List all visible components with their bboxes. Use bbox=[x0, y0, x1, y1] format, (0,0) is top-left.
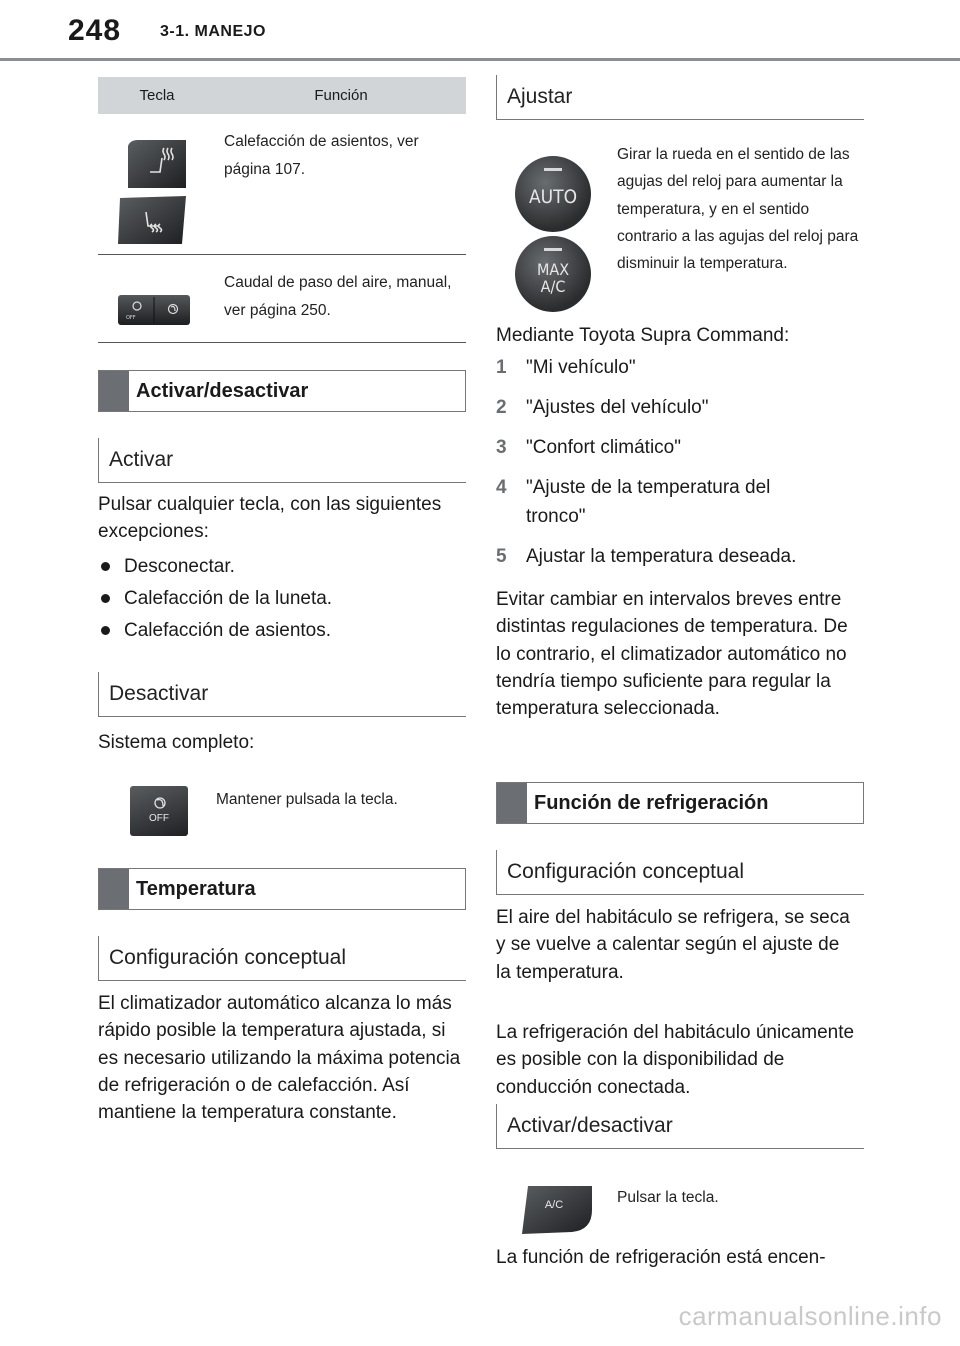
list-item: Calefacción de la luneta. bbox=[98, 585, 464, 612]
knob-instructions: Girar la rueda en el sentido de las agujas del reloj para aumentar la temperatura, y en el sentido contrario a las agujas del reloj para disminuir la temperatura. bbox=[617, 146, 859, 273]
step-item bbox=[496, 433, 836, 462]
steps-list bbox=[496, 353, 836, 571]
step-text: "Confort climático" bbox=[526, 437, 681, 458]
heading-temperatura bbox=[98, 868, 466, 910]
heading-text: Función de refrigeración bbox=[534, 791, 769, 814]
para-activar: Pulsar cualquier tecla, con las siguientes excepciones: bbox=[98, 494, 442, 543]
heading-text: Temperatura bbox=[136, 877, 256, 900]
off-key-label: OFF bbox=[149, 813, 169, 824]
max-ac-label-line2: A/C bbox=[540, 277, 566, 296]
para-refrigeracion: La refrigeración del habitáculo únicamente es posible con la disponibilidad de conducción conectada. bbox=[496, 1022, 855, 1098]
subheading-activar-desactivar: Activar/desactivar bbox=[496, 1104, 864, 1149]
auto-knob-label: AUTO bbox=[528, 186, 578, 208]
para-final: La función de refrigeración está encen- bbox=[496, 1247, 826, 1268]
subheading-activar: Activar bbox=[98, 438, 466, 483]
list-item: Desconectar. bbox=[98, 553, 464, 580]
step-text: "Ajuste de la temperatura del tronco" bbox=[526, 477, 771, 527]
table-row bbox=[98, 255, 466, 343]
note-ac: Pulsar la tecla. bbox=[617, 1189, 719, 1206]
header-rule bbox=[0, 58, 960, 61]
step-text: "Mi vehículo" bbox=[526, 357, 636, 378]
subheading-desactivar: Desactivar bbox=[98, 672, 466, 717]
intro-command: Mediante Toyota Supra Command: bbox=[496, 325, 790, 346]
max-ac-knob-icon bbox=[515, 236, 591, 312]
ac-key-label: A/C bbox=[544, 1199, 564, 1211]
table-header bbox=[98, 77, 466, 114]
heading-activar-desactivar bbox=[98, 370, 466, 412]
seat-heating-keys-icon bbox=[98, 114, 216, 254]
watermark: carmanualsonline.info bbox=[678, 1301, 942, 1331]
subheading-ajustar: Ajustar bbox=[496, 75, 864, 120]
ac-key-icon bbox=[520, 1182, 592, 1234]
step-item bbox=[496, 393, 836, 422]
step-number: 5 bbox=[496, 546, 507, 567]
table-cell-function: Caudal de paso del aire, manual, ver página 250. bbox=[224, 274, 452, 319]
subheading-configuracion-right: Configuración conceptual bbox=[496, 850, 864, 895]
step-text: "Ajustes del vehículo" bbox=[526, 397, 709, 418]
page-number: 248 bbox=[68, 14, 122, 47]
note-off: Mantener pulsada la tecla. bbox=[216, 791, 398, 808]
list-item: Calefacción de asientos. bbox=[98, 617, 464, 644]
heading-refrigeracion bbox=[496, 782, 864, 824]
fan-speed-keys-icon bbox=[98, 255, 216, 342]
subheading-configuracion: Configuración conceptual bbox=[98, 936, 466, 981]
key-function-table bbox=[98, 77, 466, 343]
exceptions-list bbox=[98, 553, 464, 644]
step-item bbox=[496, 353, 836, 382]
col-key-header: Tecla bbox=[139, 87, 175, 104]
step-number: 3 bbox=[496, 437, 507, 458]
col-function-header: Función bbox=[314, 87, 368, 104]
off-key-icon bbox=[130, 786, 188, 836]
fan-off-label: OFF bbox=[126, 315, 136, 321]
para-aire: El aire del habitáculo se refrigera, se seca y se vuelve a calentar según el ajuste de la temperatura. bbox=[496, 907, 850, 983]
step-text: Ajustar la temperatura deseada. bbox=[526, 546, 797, 567]
step-number: 2 bbox=[496, 397, 507, 418]
table-row bbox=[98, 114, 466, 255]
step-number: 4 bbox=[496, 477, 507, 498]
para-config: El climatizador automático alcanza lo más rápido posible la temperatura ajustada, si es necesario utilizando la máxima potencia de refrigeración o de calefacción. Así mantiene la temperatura constante. bbox=[98, 993, 461, 1124]
step-item bbox=[496, 542, 836, 571]
section-title: 3-1. MANEJO bbox=[160, 23, 266, 40]
para-sistema: Sistema completo: bbox=[98, 732, 255, 753]
step-item bbox=[496, 473, 836, 531]
auto-knob-icon bbox=[515, 156, 591, 232]
table-cell-function: Calefacción de asientos, ver página 107. bbox=[224, 133, 419, 178]
heading-text: Activar/desactivar bbox=[136, 379, 309, 402]
para-evitar: Evitar cambiar en intervalos breves entre distintas regulaciones de temperatura. De lo contrario, el climatizador automático no tendría tiempo suficiente para regular la temperatura seleccionada. bbox=[496, 589, 848, 720]
step-number: 1 bbox=[496, 357, 507, 378]
max-ac-label-line1: MAX bbox=[536, 260, 570, 279]
